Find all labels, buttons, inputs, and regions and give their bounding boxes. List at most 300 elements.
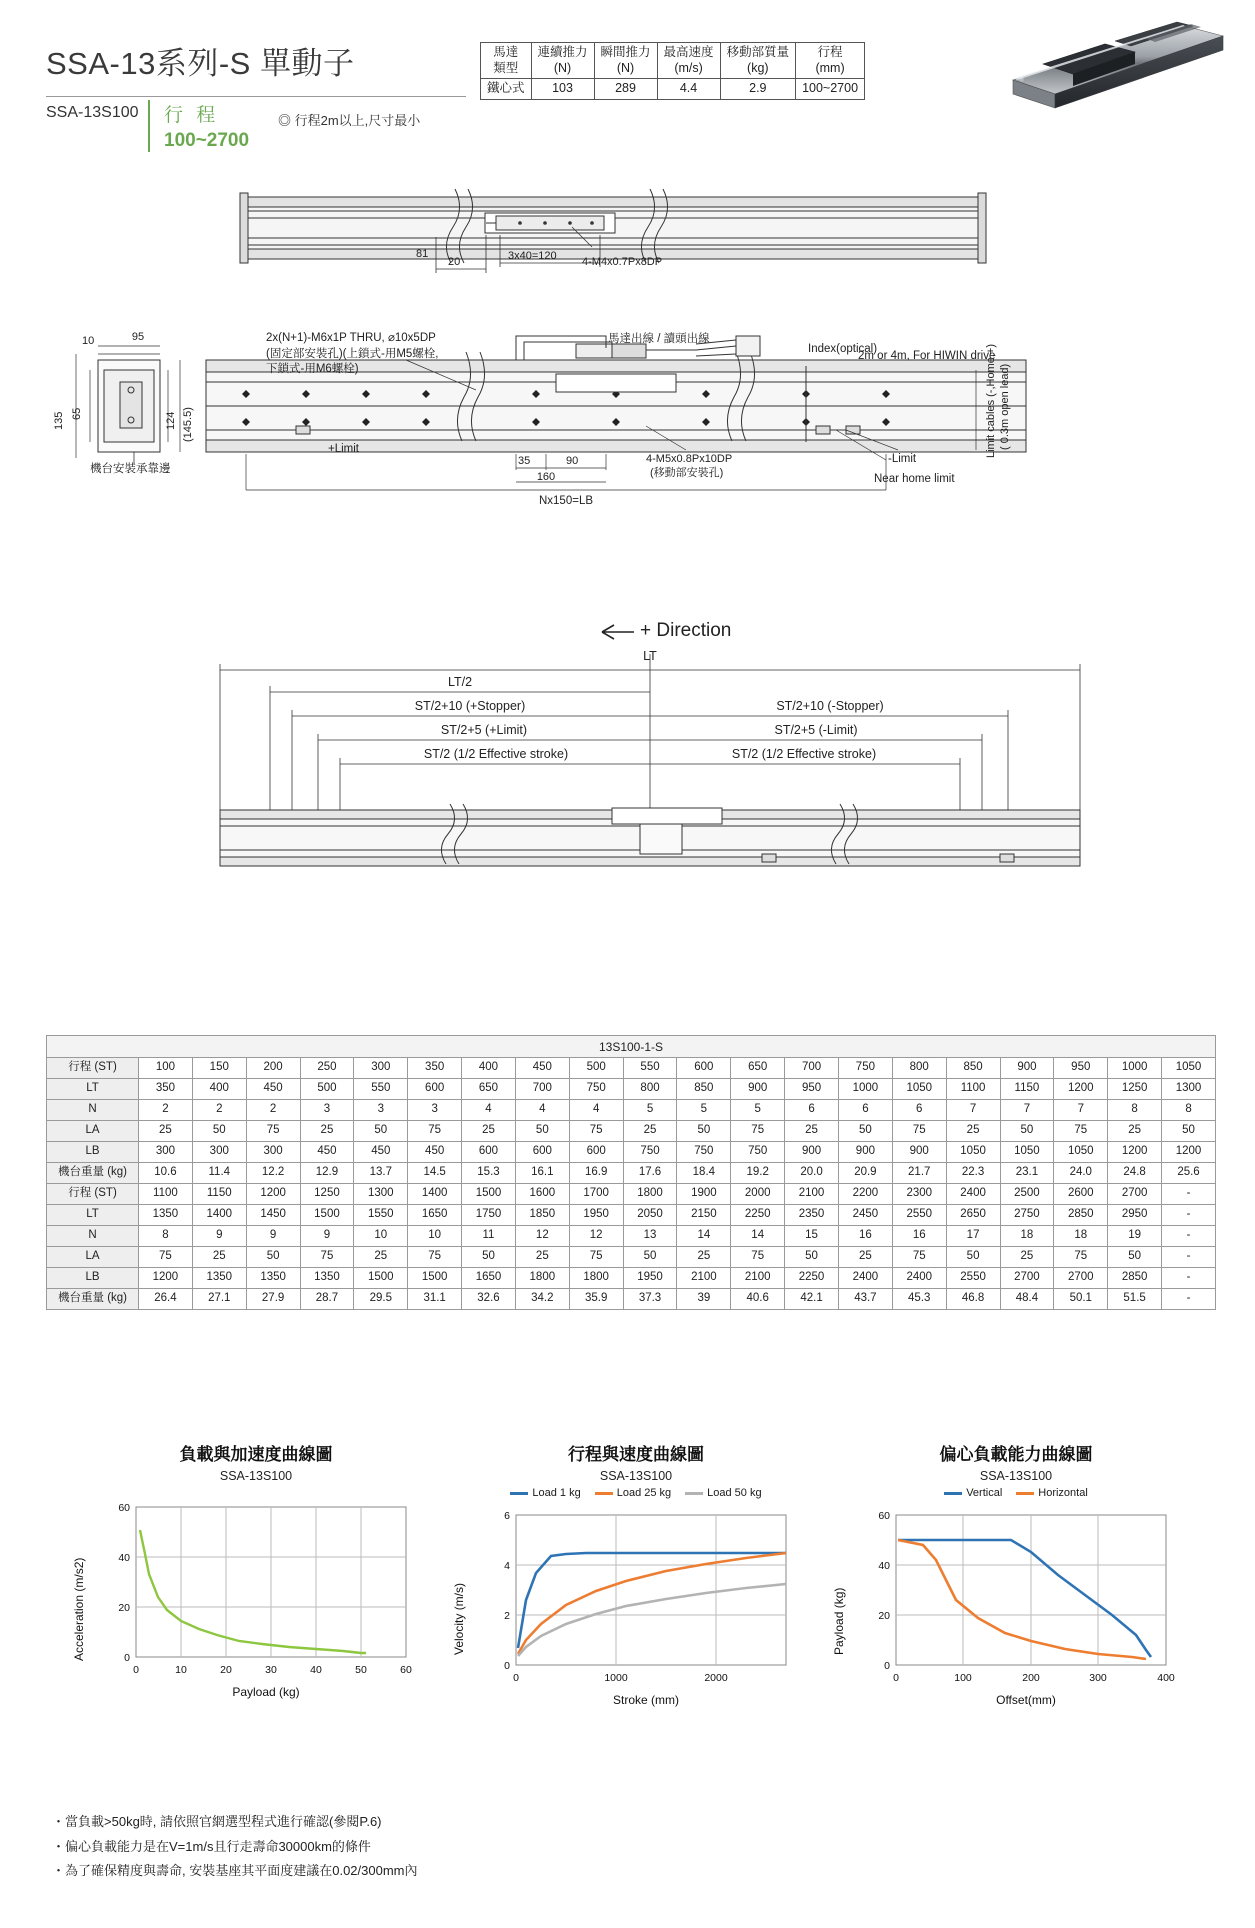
cell: 600: [677, 1058, 731, 1079]
svg-text:135: 135: [53, 411, 65, 430]
spec-value-row: [481, 79, 865, 100]
svg-text:20: 20: [878, 1610, 890, 1622]
direction-label: + Direction: [640, 620, 732, 641]
legend-item-load25: [595, 1487, 671, 1499]
cell: 2: [192, 1100, 246, 1121]
cell: 12: [515, 1226, 569, 1247]
charts-section: [46, 1440, 1216, 1760]
cell: 9: [246, 1226, 300, 1247]
row-label-la-2: LA: [47, 1247, 139, 1268]
chart-1-xlabel: Payload (kg): [232, 1685, 300, 1699]
cell: 6: [785, 1100, 839, 1121]
cell: 2300: [892, 1184, 946, 1205]
table-row: [47, 1100, 1216, 1121]
legend-label: Horizontal: [1038, 1487, 1088, 1499]
cell: 2: [246, 1100, 300, 1121]
cell: 1200: [1162, 1142, 1216, 1163]
svg-text:10: 10: [82, 335, 95, 347]
cell: 1000: [838, 1079, 892, 1100]
cell: 2050: [623, 1205, 677, 1226]
legend-label: Load 50 kg: [707, 1487, 762, 1499]
cell: -: [1162, 1226, 1216, 1247]
cell: 25: [623, 1121, 677, 1142]
cell: 1600: [515, 1184, 569, 1205]
spec-v-2: 289: [594, 79, 657, 100]
cell: 600: [569, 1142, 623, 1163]
svg-text:40: 40: [878, 1560, 890, 1572]
cell: 950: [1054, 1058, 1108, 1079]
cell: 19.2: [731, 1163, 785, 1184]
cell: 4: [569, 1100, 623, 1121]
assembly-drawing: [46, 330, 1216, 600]
legend-item-load1: [510, 1487, 580, 1499]
cell: 50: [1162, 1121, 1216, 1142]
cell: 300: [354, 1058, 408, 1079]
cell: 1350: [139, 1205, 193, 1226]
svg-text:4-M4x0.7Px8DP: 4-M4x0.7Px8DP: [582, 256, 663, 268]
cell: 14: [731, 1226, 785, 1247]
cell: 10: [354, 1226, 408, 1247]
table-caption: 13S100-1-S: [47, 1036, 1216, 1058]
row-label-weight-1: 機台重量 (kg): [47, 1163, 139, 1184]
svg-text:ST/2+5 (-Limit): ST/2+5 (-Limit): [774, 723, 858, 737]
cell: 50: [246, 1247, 300, 1268]
cell: 50: [946, 1247, 1000, 1268]
cell: 50: [677, 1121, 731, 1142]
svg-text:81: 81: [416, 248, 429, 260]
svg-text:60: 60: [878, 1510, 890, 1522]
svg-text:300: 300: [1089, 1672, 1107, 1684]
cell: -: [1162, 1289, 1216, 1310]
table-row: [47, 1079, 1216, 1100]
cell: 18: [1000, 1226, 1054, 1247]
cell: 1000: [1108, 1058, 1162, 1079]
cell: 16.9: [569, 1163, 623, 1184]
table-row: [47, 1205, 1216, 1226]
svg-text:-Limit: -Limit: [888, 453, 917, 465]
cell: 6: [892, 1100, 946, 1121]
stroke-range: 100~2700: [164, 130, 250, 151]
cell: 900: [892, 1142, 946, 1163]
cell: 16: [838, 1226, 892, 1247]
chart-1-ylabel: Acceleration (m/s2): [72, 1557, 86, 1661]
cell: 550: [354, 1079, 408, 1100]
cell: 2750: [1000, 1205, 1054, 1226]
cell: 300: [139, 1142, 193, 1163]
cell: 75: [731, 1121, 785, 1142]
cell: 5: [731, 1100, 785, 1121]
spec-v-4: 2.9: [720, 79, 796, 100]
cell: 2150: [677, 1205, 731, 1226]
cell: 750: [569, 1079, 623, 1100]
cell: 900: [838, 1142, 892, 1163]
cell: 43.7: [838, 1289, 892, 1310]
cell: 1500: [300, 1205, 354, 1226]
cell: 600: [515, 1142, 569, 1163]
stroke-diagram: [200, 640, 1120, 880]
svg-text:ST/2+10 (+Stopper): ST/2+10 (+Stopper): [414, 699, 526, 713]
cell: 900: [785, 1142, 839, 1163]
cell: 1750: [462, 1205, 516, 1226]
table-row: [47, 1142, 1216, 1163]
cell: 1150: [192, 1184, 246, 1205]
spec-h-1: 連續推力 (N): [531, 43, 594, 79]
svg-text:400: 400: [1157, 1672, 1175, 1684]
cell: 400: [462, 1058, 516, 1079]
cell: 50: [515, 1121, 569, 1142]
cell: 75: [892, 1247, 946, 1268]
cell: 1050: [1000, 1142, 1054, 1163]
svg-text:40: 40: [310, 1664, 322, 1676]
cell: 16: [892, 1226, 946, 1247]
chart-2-ylabel: Velocity (m/s): [452, 1582, 466, 1655]
cell: 450: [515, 1058, 569, 1079]
cell: 200: [246, 1058, 300, 1079]
cell: 1400: [192, 1205, 246, 1226]
cell: 17.6: [623, 1163, 677, 1184]
cell: 5: [677, 1100, 731, 1121]
cell: 1250: [300, 1184, 354, 1205]
cell: 1050: [1054, 1142, 1108, 1163]
cell: 2100: [677, 1268, 731, 1289]
cell: 31.1: [408, 1289, 462, 1310]
cell: 3: [354, 1100, 408, 1121]
min-size-note: ◎ 行程2m以上,尺寸最小: [278, 113, 421, 128]
cell: 75: [892, 1121, 946, 1142]
legend-label: Load 1 kg: [532, 1487, 581, 1499]
cell: 22.3: [946, 1163, 1000, 1184]
cell: 46.8: [946, 1289, 1000, 1310]
cell: 300: [192, 1142, 246, 1163]
cell: 950: [785, 1079, 839, 1100]
chart-1-subtitle: SSA-13S100: [219, 1469, 293, 1483]
cell: 2650: [946, 1205, 1000, 1226]
chart-3-subtitle: SSA-13S100: [979, 1469, 1053, 1483]
cell: 75: [1054, 1247, 1108, 1268]
cell: 4: [515, 1100, 569, 1121]
cell: 23.1: [1000, 1163, 1054, 1184]
cell: 2250: [731, 1205, 785, 1226]
cell: 50: [1000, 1121, 1054, 1142]
cell: 21.7: [892, 1163, 946, 1184]
cell: 8: [1108, 1100, 1162, 1121]
cell: 2600: [1054, 1184, 1108, 1205]
cell: 25: [785, 1121, 839, 1142]
cell: 5: [623, 1100, 677, 1121]
cell: 27.1: [192, 1289, 246, 1310]
table-caption-row: [47, 1036, 1216, 1058]
svg-text:0: 0: [884, 1660, 890, 1672]
cell: 25: [462, 1121, 516, 1142]
svg-text:160: 160: [536, 471, 556, 483]
spec-h-4: 移動部質量 (kg): [720, 43, 796, 79]
cell: 1400: [408, 1184, 462, 1205]
cell: 550: [623, 1058, 677, 1079]
cell: 48.4: [1000, 1289, 1054, 1310]
spec-v-0: 鐵心式: [481, 79, 532, 100]
motor-cable-label: 馬達出線 / 讀頭出線: [608, 333, 710, 345]
cell: 25: [139, 1121, 193, 1142]
cell: 7: [946, 1100, 1000, 1121]
cell: 600: [462, 1142, 516, 1163]
table-row: [47, 1247, 1216, 1268]
cell: 14.5: [408, 1163, 462, 1184]
cell: 32.6: [462, 1289, 516, 1310]
cell: 750: [731, 1142, 785, 1163]
svg-text:20: 20: [448, 256, 461, 268]
table-row: [47, 1163, 1216, 1184]
cell: 12.2: [246, 1163, 300, 1184]
svg-text:0: 0: [124, 1652, 130, 1664]
cell: 25: [192, 1247, 246, 1268]
cell: 11.4: [192, 1163, 246, 1184]
note-3: ・ 為了確保精度與壽命, 安裝基座其平面度建議在0.02/300mm內: [52, 1859, 418, 1884]
cell: 450: [408, 1142, 462, 1163]
row-label-n-1: N: [47, 1100, 139, 1121]
svg-text:Near home limit: Near home limit: [874, 473, 955, 485]
cell: 8: [1162, 1100, 1216, 1121]
cell: 2450: [838, 1205, 892, 1226]
svg-text:(145.5): (145.5): [182, 407, 194, 442]
cell: 27.9: [246, 1289, 300, 1310]
cell: 1150: [1000, 1079, 1054, 1100]
chart-stroke-velocity: [446, 1440, 826, 1750]
cell: 50: [623, 1247, 677, 1268]
cell: 3: [408, 1100, 462, 1121]
cell: 42.1: [785, 1289, 839, 1310]
cell: 9: [300, 1226, 354, 1247]
svg-text:124: 124: [165, 411, 177, 430]
svg-text:90: 90: [566, 455, 579, 467]
cell: 800: [892, 1058, 946, 1079]
legend-item-horizontal: [1016, 1487, 1088, 1499]
legend-item-vertical: [944, 1487, 1002, 1499]
cell: 25: [1108, 1121, 1162, 1142]
cell: -: [1162, 1247, 1216, 1268]
cell: 25: [677, 1247, 731, 1268]
cell: 1900: [677, 1184, 731, 1205]
cell: 37.3: [623, 1289, 677, 1310]
model-code: SSA-13S100: [46, 104, 139, 121]
svg-text:0: 0: [893, 1672, 899, 1684]
cell: 750: [623, 1142, 677, 1163]
cell: 2550: [946, 1268, 1000, 1289]
cell: 1200: [246, 1184, 300, 1205]
cell: 10.6: [139, 1163, 193, 1184]
cell: 2400: [946, 1184, 1000, 1205]
cell: 24.8: [1108, 1163, 1162, 1184]
cell: 75: [1054, 1121, 1108, 1142]
chart-2-legend: [446, 1487, 826, 1499]
cell: 7: [1000, 1100, 1054, 1121]
svg-text:0: 0: [513, 1672, 519, 1684]
note-1: ・ 當負載>50kg時, 請依照官網選型程式進行確認(參閱P.6): [52, 1810, 418, 1835]
cell: 24.0: [1054, 1163, 1108, 1184]
cell: 650: [731, 1058, 785, 1079]
svg-text:40: 40: [118, 1552, 130, 1564]
svg-text:(移動部安裝孔): (移動部安裝孔): [650, 467, 724, 479]
cell: 75: [246, 1121, 300, 1142]
svg-text:65: 65: [71, 407, 83, 420]
cell: 2850: [1108, 1268, 1162, 1289]
svg-text:20: 20: [118, 1602, 130, 1614]
table-row: [47, 1226, 1216, 1247]
spec-v-5: 100~2700: [796, 79, 865, 100]
green-divider: [148, 100, 150, 152]
spec-table: [480, 42, 865, 100]
cell: 1350: [192, 1268, 246, 1289]
top-view-drawing: [200, 185, 1060, 300]
cell: 18.4: [677, 1163, 731, 1184]
cell: 2500: [1000, 1184, 1054, 1205]
cell: 2850: [1054, 1205, 1108, 1226]
chart-3-legend: [826, 1487, 1206, 1499]
cell: 350: [408, 1058, 462, 1079]
cell: -: [1162, 1268, 1216, 1289]
cell: 75: [731, 1247, 785, 1268]
chart-load-acceleration: [66, 1440, 446, 1750]
cell: 2700: [1000, 1268, 1054, 1289]
cell: 450: [300, 1142, 354, 1163]
svg-text:Limit cables (-,Home,+): Limit cables (-,Home,+): [985, 343, 997, 458]
svg-text:4-M5x0.8Px10DP: 4-M5x0.8Px10DP: [646, 453, 733, 465]
table-row: [47, 1268, 1216, 1289]
svg-text:30: 30: [265, 1664, 277, 1676]
cell: 2400: [838, 1268, 892, 1289]
cell: 750: [677, 1142, 731, 1163]
spec-v-1: 103: [531, 79, 594, 100]
spec-h-5: 行程 (mm): [796, 43, 865, 79]
footer-notes: [52, 1810, 418, 1884]
cell: 75: [408, 1247, 462, 1268]
svg-text:20: 20: [220, 1664, 232, 1676]
cell: 300: [246, 1142, 300, 1163]
svg-text:1000: 1000: [604, 1672, 628, 1684]
chart-1-title: 負載與加速度曲線圖: [179, 1445, 333, 1464]
cell: 1800: [569, 1268, 623, 1289]
cell: 750: [838, 1058, 892, 1079]
cell: 26.4: [139, 1289, 193, 1310]
legend-label: Load 25 kg: [616, 1487, 672, 1499]
cell: 2350: [785, 1205, 839, 1226]
svg-text:Index(optical): Index(optical): [808, 343, 878, 355]
svg-text:60: 60: [400, 1664, 412, 1676]
cell: 1200: [1108, 1142, 1162, 1163]
dimension-table-wrap: [46, 1035, 1216, 1310]
svg-text:200: 200: [1022, 1672, 1040, 1684]
cell: 1550: [354, 1205, 408, 1226]
cell: 12.9: [300, 1163, 354, 1184]
cell: 700: [515, 1079, 569, 1100]
svg-text:機台安裝承靠邊: 機台安裝承靠邊: [90, 463, 171, 475]
legend-item-load50: [685, 1487, 761, 1499]
spec-h-2: 瞬間推力 (N): [594, 43, 657, 79]
cell: 75: [300, 1247, 354, 1268]
svg-text:3x40=120: 3x40=120: [508, 250, 557, 262]
cell: 2: [139, 1100, 193, 1121]
page-header: [0, 0, 1255, 180]
cell: 1050: [1162, 1058, 1216, 1079]
cell: 50: [462, 1247, 516, 1268]
cell: 1950: [569, 1205, 623, 1226]
cell: 25: [300, 1121, 354, 1142]
cell: 150: [192, 1058, 246, 1079]
svg-text:ST/2 (1/2 Effective stroke): ST/2 (1/2 Effective stroke): [731, 747, 877, 761]
cell: 13.7: [354, 1163, 408, 1184]
row-label-weight-2: 機台重量 (kg): [47, 1289, 139, 1310]
svg-text:95: 95: [131, 331, 145, 343]
cell: 400: [192, 1079, 246, 1100]
chart-2-xlabel: Stroke (mm): [613, 1693, 679, 1707]
cell: 650: [462, 1079, 516, 1100]
row-label-st-2: 行程 (ST): [47, 1184, 139, 1205]
svg-text:60: 60: [118, 1502, 130, 1514]
chart-3-plot: [826, 1505, 1206, 1700]
drive-cable-label: 2m or 4m, For HIWIN drive: [858, 350, 996, 362]
cell: 14: [677, 1226, 731, 1247]
cell: 1800: [623, 1184, 677, 1205]
spec-h-3: 最高速度 (m/s): [657, 43, 720, 79]
svg-text:Nx150=LB: Nx150=LB: [538, 495, 594, 507]
cell: 75: [408, 1121, 462, 1142]
cell: 15: [785, 1226, 839, 1247]
cell: 25.6: [1162, 1163, 1216, 1184]
cell: -: [1162, 1205, 1216, 1226]
cell: 1850: [515, 1205, 569, 1226]
table-row: [47, 1121, 1216, 1142]
cell: 450: [246, 1079, 300, 1100]
spec-header-row: [481, 43, 865, 79]
cell: 1800: [515, 1268, 569, 1289]
cell: 1500: [462, 1184, 516, 1205]
svg-text:10: 10: [175, 1664, 187, 1676]
cell: 75: [569, 1121, 623, 1142]
cell: 25: [1000, 1247, 1054, 1268]
cell: 25: [946, 1121, 1000, 1142]
cell: 1650: [408, 1205, 462, 1226]
cell: 450: [354, 1142, 408, 1163]
cell: 850: [677, 1079, 731, 1100]
cell: 50: [838, 1121, 892, 1142]
legend-label: Vertical: [966, 1487, 1003, 1499]
cell: 39: [677, 1289, 731, 1310]
cell: 18: [1054, 1226, 1108, 1247]
svg-text:6: 6: [504, 1510, 510, 1522]
chart-2-subtitle: SSA-13S100: [599, 1469, 673, 1483]
cell: 1050: [946, 1142, 1000, 1163]
chart-offset-payload: [826, 1440, 1206, 1750]
svg-text:50: 50: [355, 1664, 367, 1676]
cell: 50: [785, 1247, 839, 1268]
cell: 1350: [300, 1268, 354, 1289]
svg-text:+Limit: +Limit: [328, 443, 359, 455]
cell: 1450: [246, 1205, 300, 1226]
cell: 1100: [139, 1184, 193, 1205]
cell: 3: [300, 1100, 354, 1121]
cell: 1500: [354, 1268, 408, 1289]
svg-text:LT: LT: [643, 649, 657, 663]
cell: 900: [1000, 1058, 1054, 1079]
table-row: [47, 1289, 1216, 1310]
table-row: [47, 1058, 1216, 1079]
cell: 10: [408, 1226, 462, 1247]
svg-text:35: 35: [518, 455, 531, 467]
cell: 28.7: [300, 1289, 354, 1310]
chart-2-plot: [446, 1505, 826, 1700]
chart-3-xlabel: Offset(mm): [996, 1693, 1056, 1707]
cell: 700: [785, 1058, 839, 1079]
cell: 1200: [139, 1268, 193, 1289]
